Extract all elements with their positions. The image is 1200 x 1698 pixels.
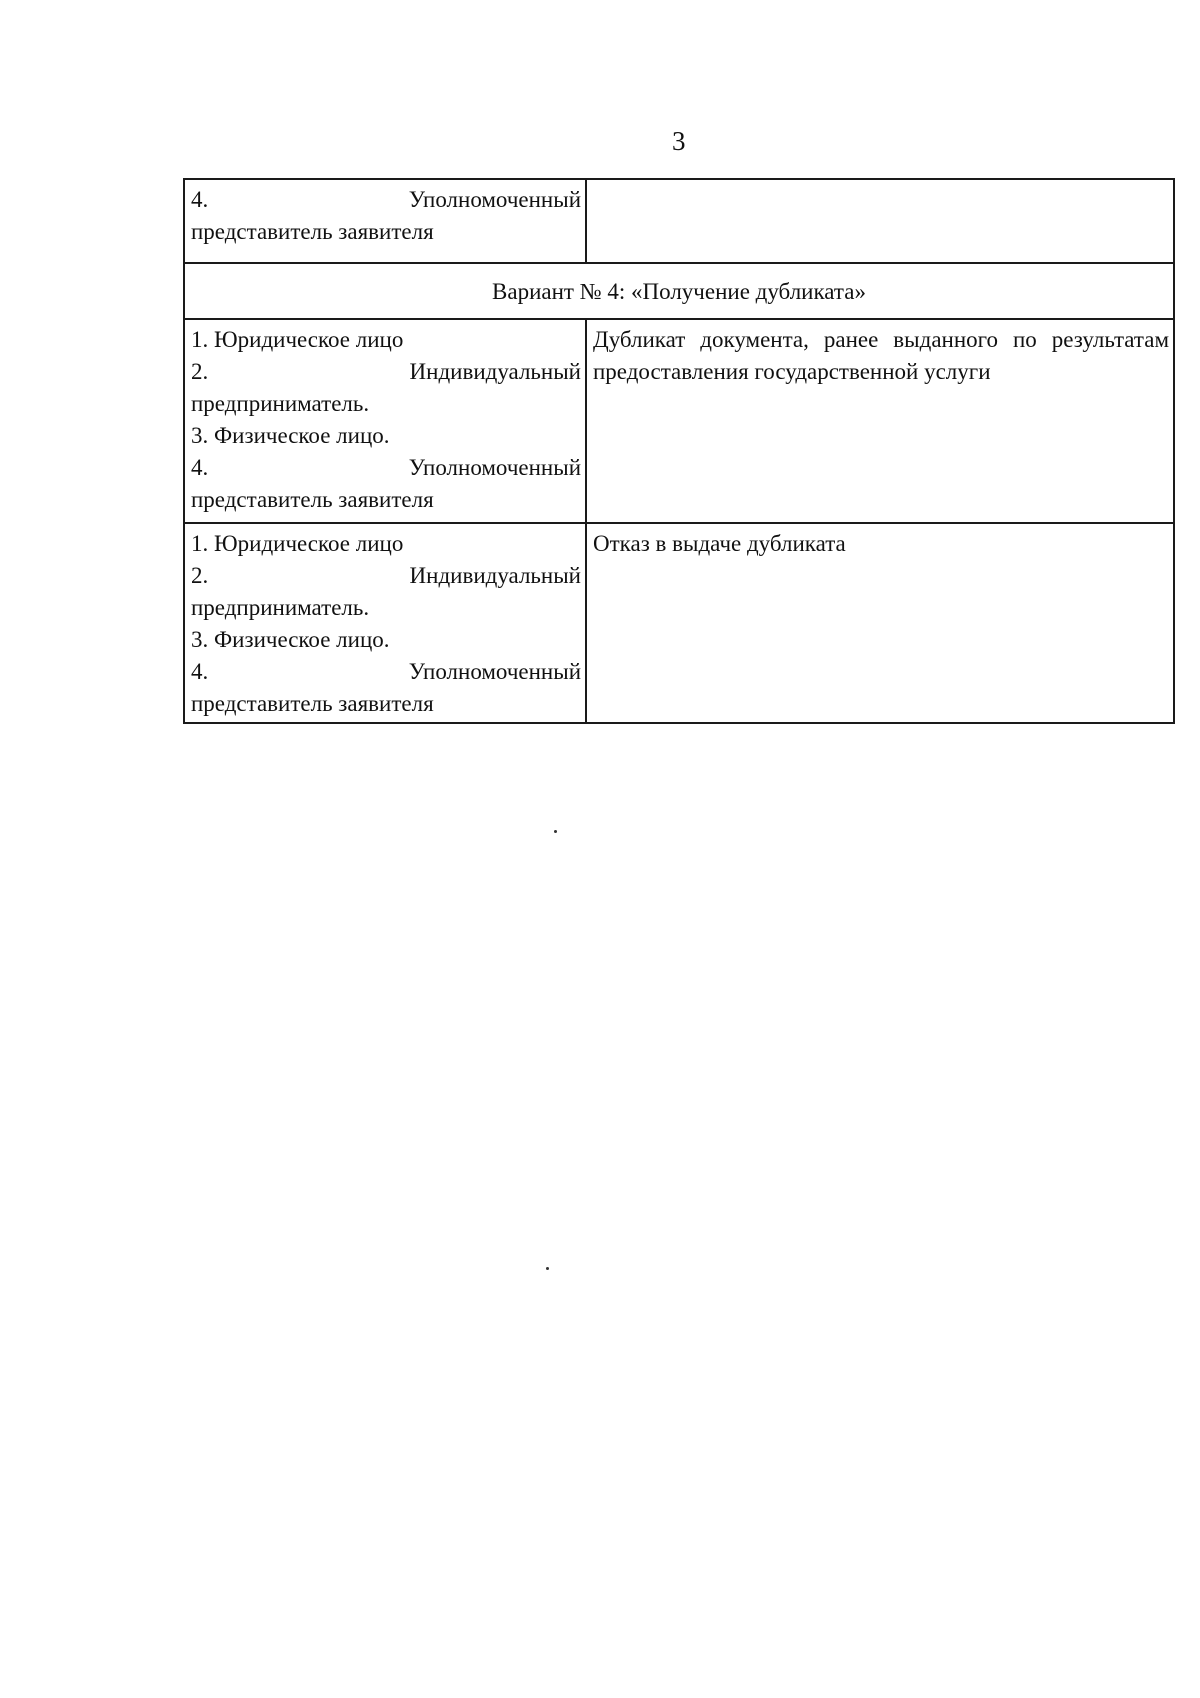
applicant-item-rest: предприниматель. (191, 595, 370, 620)
applicant-item-word: Индивидуальный (409, 359, 581, 384)
variant-heading: Вариант № 4: «Получение дубликата» (184, 263, 1174, 319)
result-cell: Отказ в выдаче дубликата (586, 523, 1174, 723)
applicant-item-number: 4. (191, 659, 209, 684)
variants-table (183, 178, 1175, 724)
applicant-item: 3. Физическое лицо. (191, 423, 390, 448)
scan-speck (554, 830, 557, 833)
applicant-item-number: 2. (191, 359, 209, 384)
applicant-cell (184, 523, 586, 723)
table-row (184, 319, 1174, 523)
applicant-item: 1. Юридическое лицо (191, 531, 404, 556)
applicant-item-rest: представитель заявителя (191, 691, 434, 716)
applicant-item-word: Индивидуальный (409, 563, 581, 588)
applicant-item-word: Уполномоченный (408, 659, 581, 684)
applicant-cell (184, 319, 586, 523)
applicant-item-rest: предприниматель. (191, 391, 370, 416)
table-row (184, 263, 1174, 319)
applicant-item-rest: представитель заявителя (191, 219, 434, 244)
applicant-item: 1. Юридическое лицо (191, 327, 404, 352)
applicant-item-number: 2. (191, 563, 209, 588)
applicant-item-number: 4. (191, 455, 209, 480)
applicant-item-word: Уполномоченный (408, 187, 581, 212)
applicant-cell (184, 179, 586, 263)
table-row (184, 179, 1174, 263)
applicant-item-word: Уполномоченный (408, 455, 581, 480)
applicant-item-number: 4. (191, 187, 209, 212)
result-cell: Дубликат документа, ранее выданного по результатам предоставления государственной услуги (586, 319, 1174, 523)
table-row (184, 523, 1174, 723)
scan-speck (546, 1267, 549, 1270)
result-cell (586, 179, 1174, 263)
applicant-item: 3. Физическое лицо. (191, 627, 390, 652)
applicant-item-rest: представитель заявителя (191, 487, 434, 512)
page-number: 3 (672, 126, 686, 156)
